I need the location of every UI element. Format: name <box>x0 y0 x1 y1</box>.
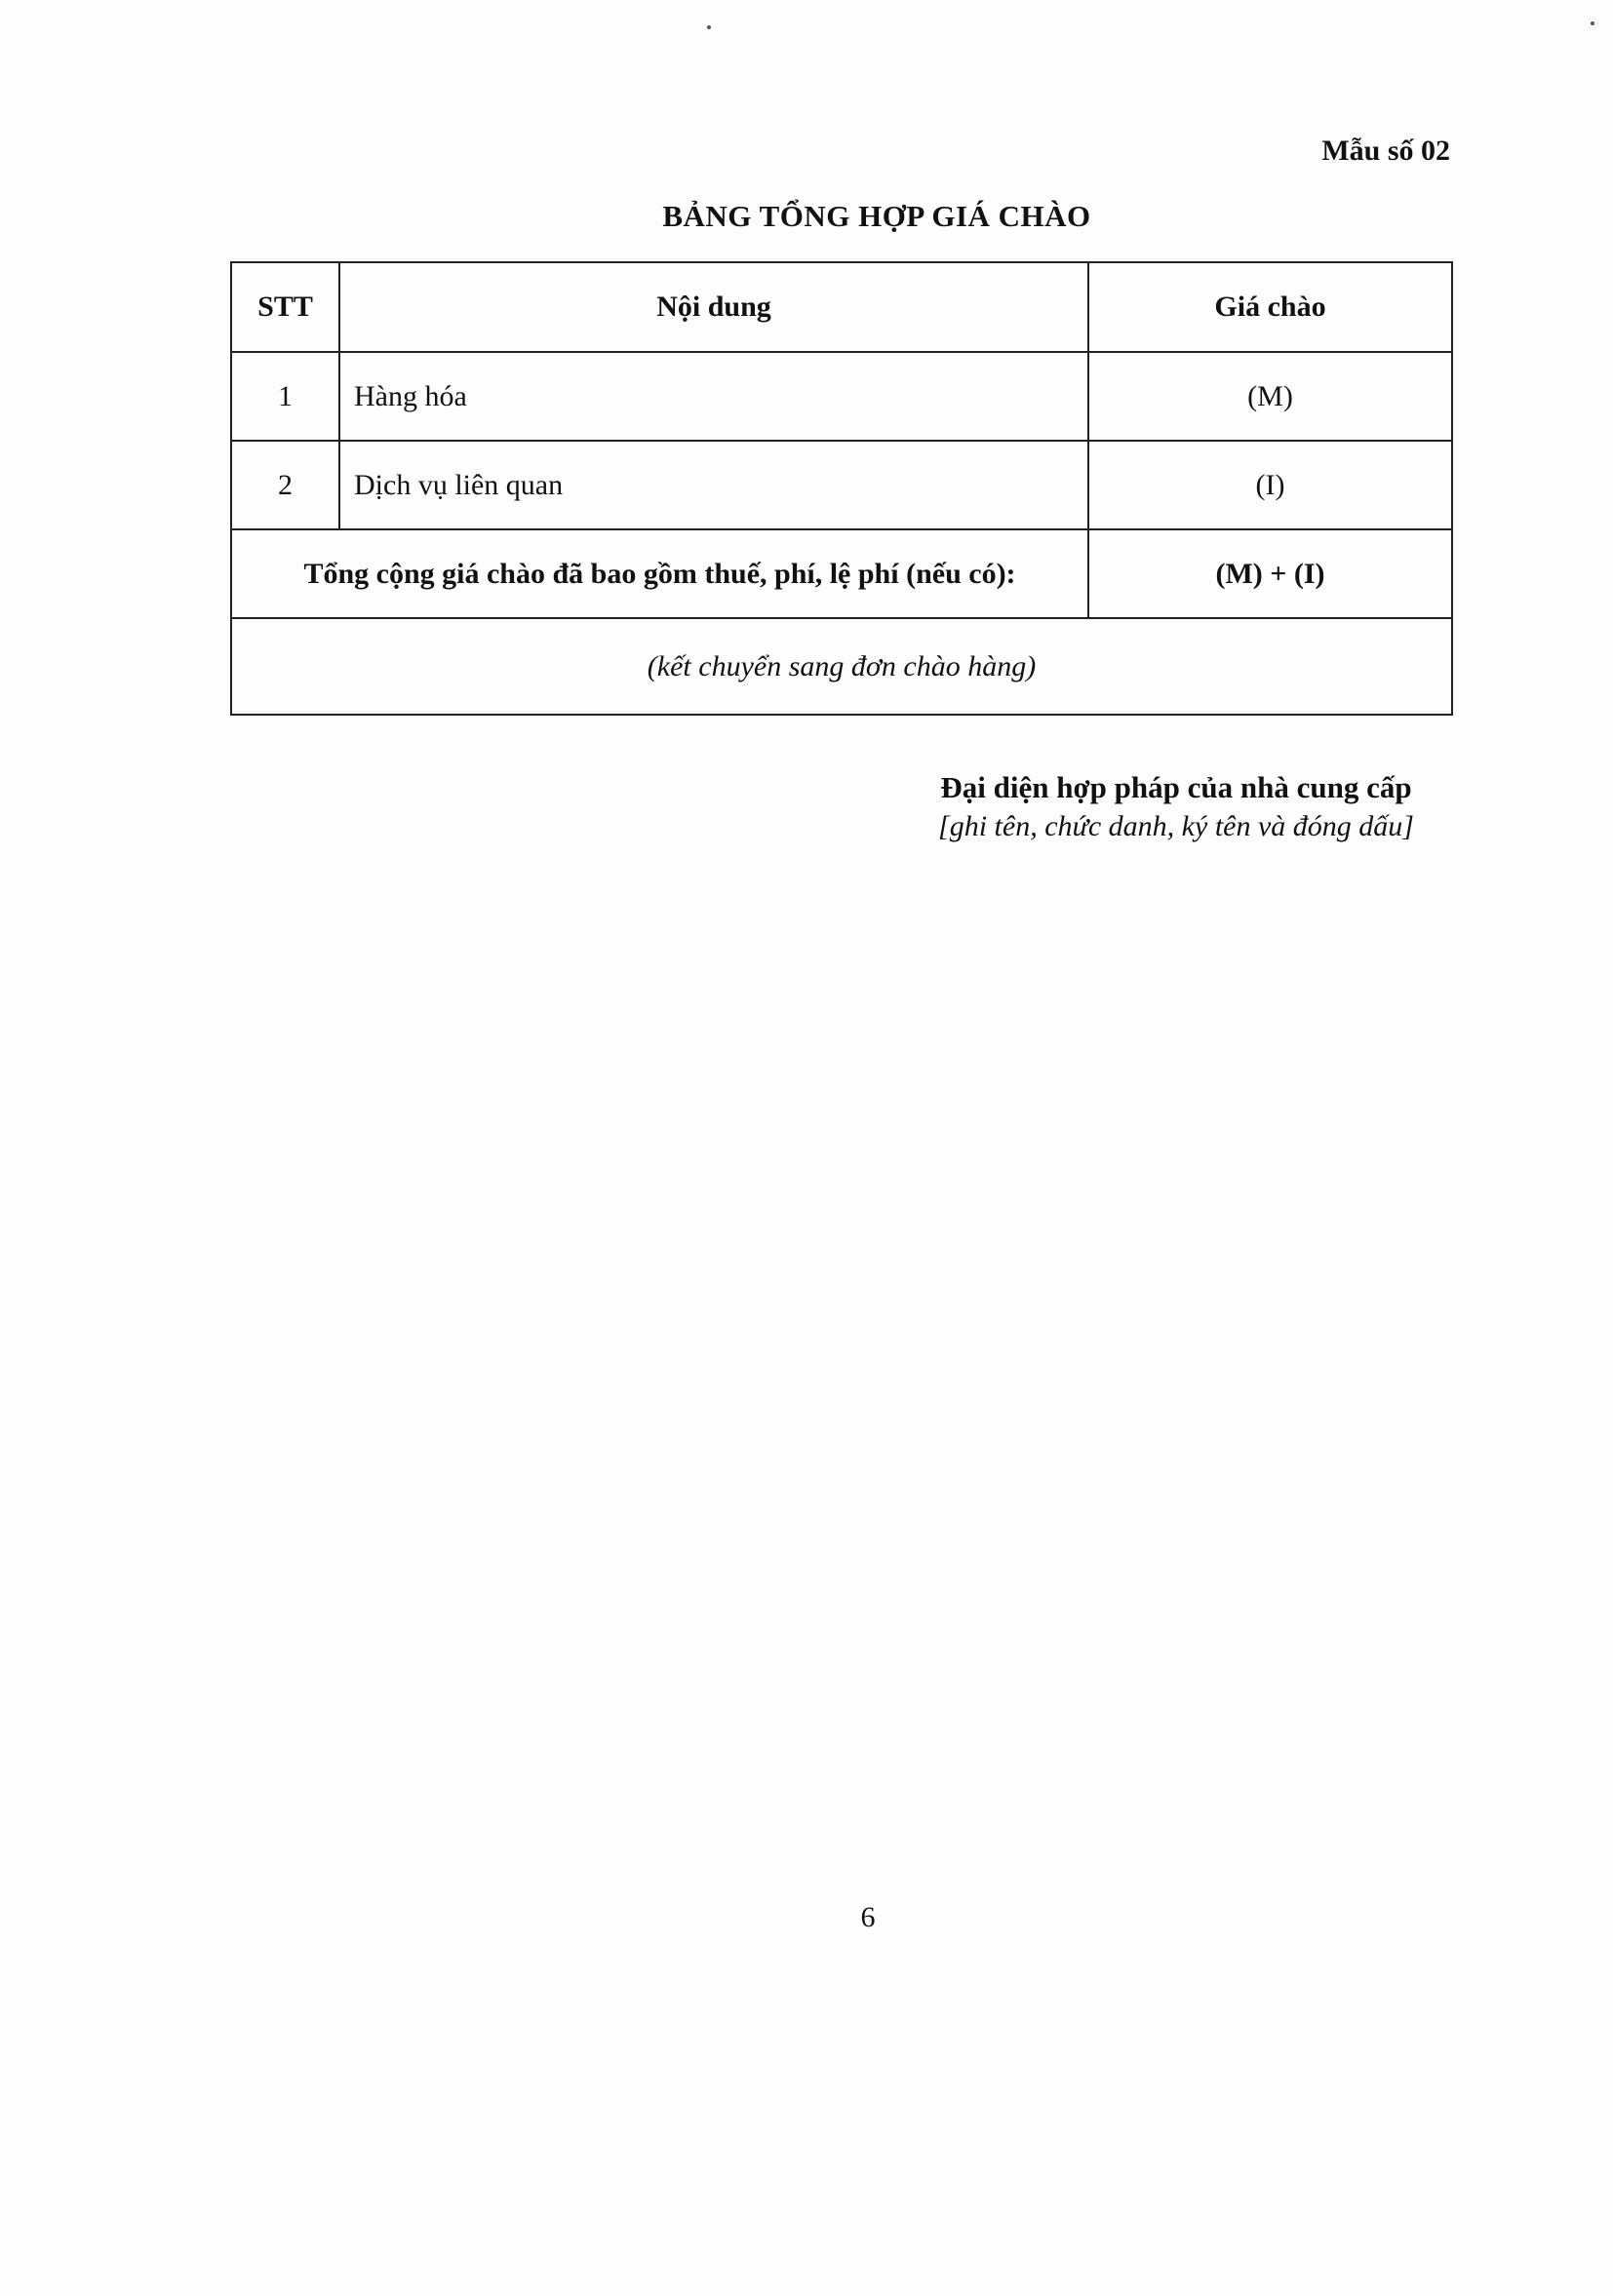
form-number: Mẫu số 02 <box>1321 135 1450 167</box>
signature-block <box>903 768 1449 846</box>
signature-instruction: [ghi tên, chức danh, ký tên và đóng dấu] <box>938 810 1414 842</box>
row-price: (M) <box>1088 352 1452 441</box>
document-title: BẢNG TỔNG HỢP GIÁ CHÀO <box>662 199 1091 233</box>
header-stt: STT <box>231 262 339 352</box>
note-row <box>231 618 1452 715</box>
transfer-note: (kết chuyển sang đơn chào hàng) <box>231 618 1452 715</box>
page-number: 6 <box>860 1901 876 1933</box>
row-price: (I) <box>1088 441 1452 529</box>
table-header-row <box>231 262 1452 352</box>
table-row <box>231 441 1452 529</box>
header-content: Nội dung <box>339 262 1088 352</box>
scan-speck <box>707 25 711 29</box>
table-row <box>231 352 1452 441</box>
row-stt: 2 <box>231 441 339 529</box>
total-row <box>231 529 1452 618</box>
total-value: (M) + (I) <box>1088 529 1452 618</box>
total-label: Tổng cộng giá chào đã bao gồm thuế, phí, lệ phí (nếu có): <box>231 529 1088 618</box>
price-summary-table <box>230 261 1453 716</box>
row-content: Dịch vụ liên quan <box>339 441 1088 529</box>
signature-title: Đại diện hợp pháp của nhà cung cấp <box>940 770 1412 804</box>
row-stt: 1 <box>231 352 339 441</box>
row-content: Hàng hóa <box>339 352 1088 441</box>
header-price: Giá chào <box>1088 262 1452 352</box>
scan-speck <box>1591 21 1594 25</box>
